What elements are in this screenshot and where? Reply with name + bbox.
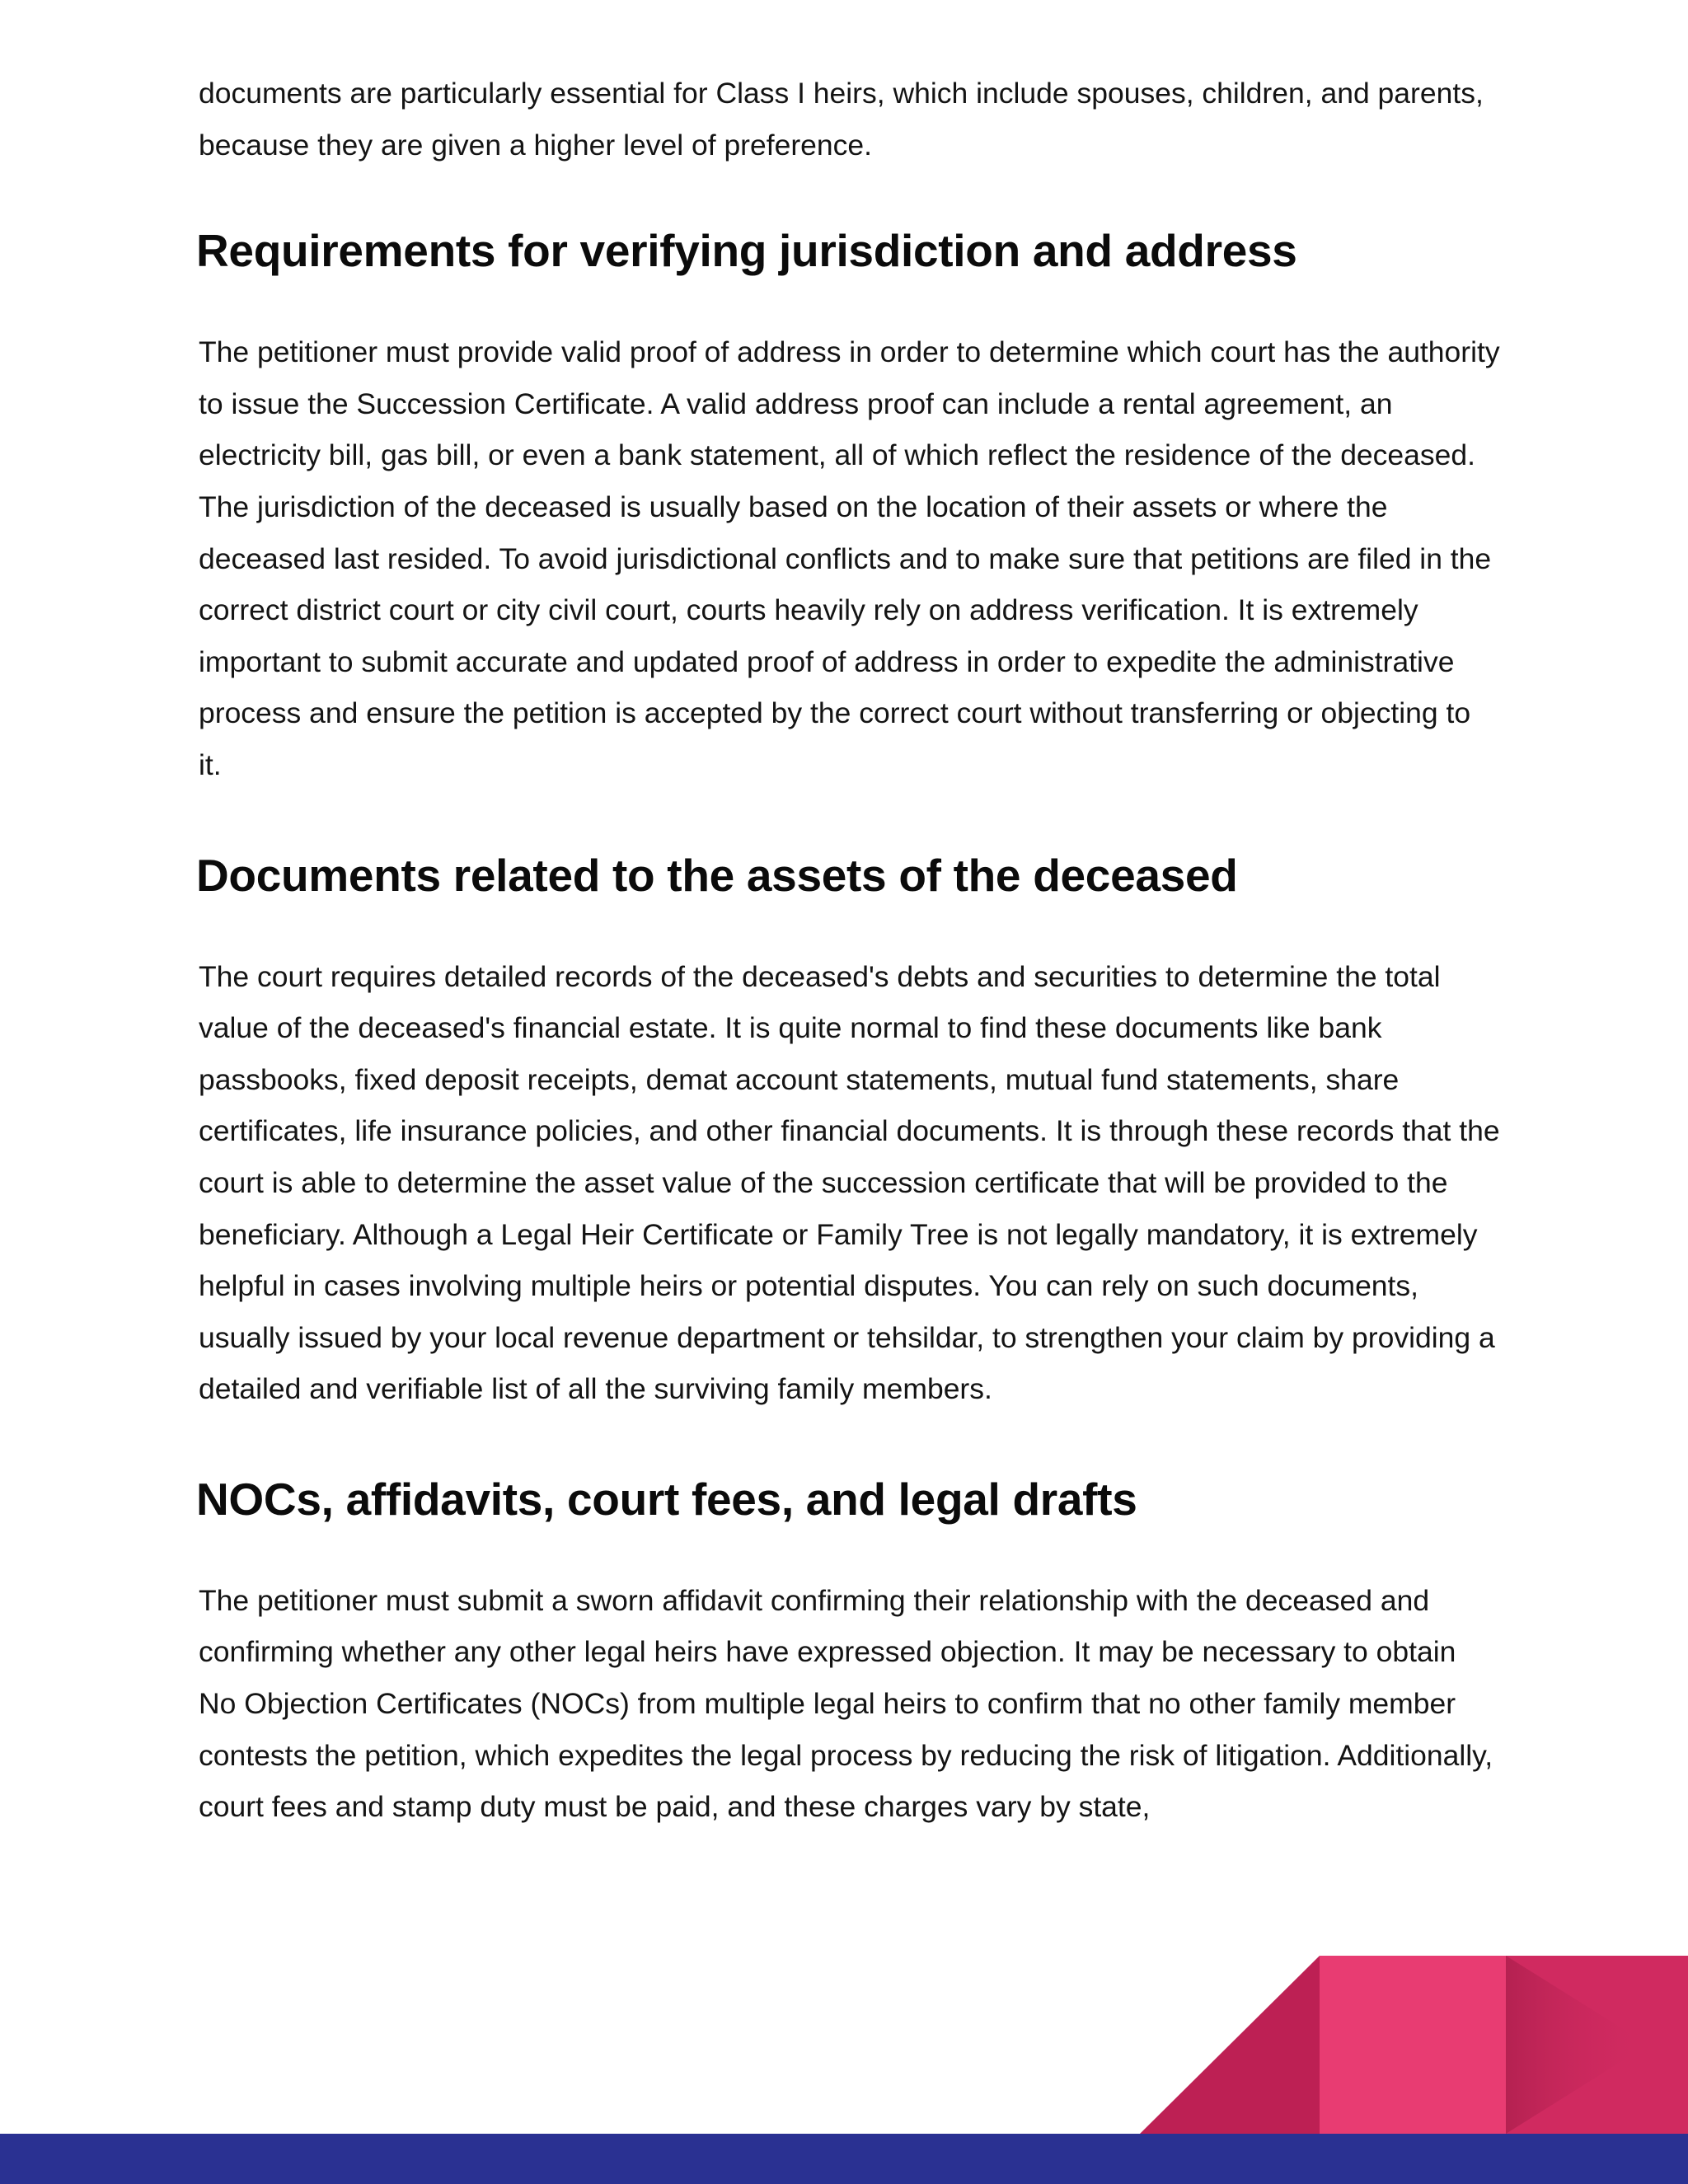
corner-block-mid bbox=[1506, 1956, 1688, 2134]
footer-bar bbox=[0, 2134, 1688, 2184]
paragraph-assets: The court requires detailed records of the deceased's debts and securities to determine the total value of the deceased's financial estate. It is quite normal to find these documents like bank passbooks, fixed deposit receipts, demat account statements, mutual fund statements, share certificates, life insurance policies, and other financial documents. It is through these records that the court is able to determine the asset value of the succession certificate that will be provided to the beneficiary. Although a Legal Heir Certificate or Family Tree is not legally mandatory, it is extremely helpful in cases involving multiple heirs or potential disputes. You can rely on such documents, usually issued by your local revenue department or tehsildar, to strengthen your claim by providing a detailed and verifiable list of all the surviving family members. bbox=[199, 959, 1500, 1406]
paragraph-nocs: The petitioner must submit a sworn affidavit confirming their relationship with the deceased and confirming whether any other legal heirs have expressed objection. It may be necessary to obtain No Objection Certificates (NOCs) from multiple legal heirs to confirm that no other family member contests the petition, which expedites the legal process by reducing the risk of litigation. Additionally, court fees and stamp duty must be paid, and these charges vary by state, bbox=[199, 1583, 1493, 1824]
document-body bbox=[196, 68, 1501, 1833]
heading-jurisdiction: Requirements for verifying jurisdiction and address bbox=[196, 225, 1297, 277]
corner-block-light bbox=[1320, 1956, 1506, 2134]
corner-triangle-dark bbox=[1140, 1956, 1320, 2134]
paragraph-intro: documents are particularly essential for Class I heirs, which include spouses, children, and parents, because they are given a higher level of preference. bbox=[199, 77, 1484, 162]
paragraph-jurisdiction: The petitioner must provide valid proof of address in order to determine which court has the authority to issue the Succession Certificate. A valid address proof can include a rental agreement, an electricity bill, gas bill, or even a bank statement, all of which reflect the residence of the deceased. The jurisdiction of the deceased is usually based on the location of their assets or where the deceased last resided. To avoid jurisdictional conflicts and to make sure that petitions are filed in the correct district court or city civil court, courts heavily rely on address verification. It is extremely important to submit accurate and updated proof of address in order to expedite the administrative process and ensure the petition is accepted by the correct court without transferring or objecting to it. bbox=[199, 335, 1500, 781]
heading-assets: Documents related to the assets of the deceased bbox=[196, 849, 1238, 901]
corner-fold-shade bbox=[1506, 1956, 1648, 2134]
heading-nocs: NOCs, affidavits, court fees, and legal drafts bbox=[196, 1473, 1137, 1525]
